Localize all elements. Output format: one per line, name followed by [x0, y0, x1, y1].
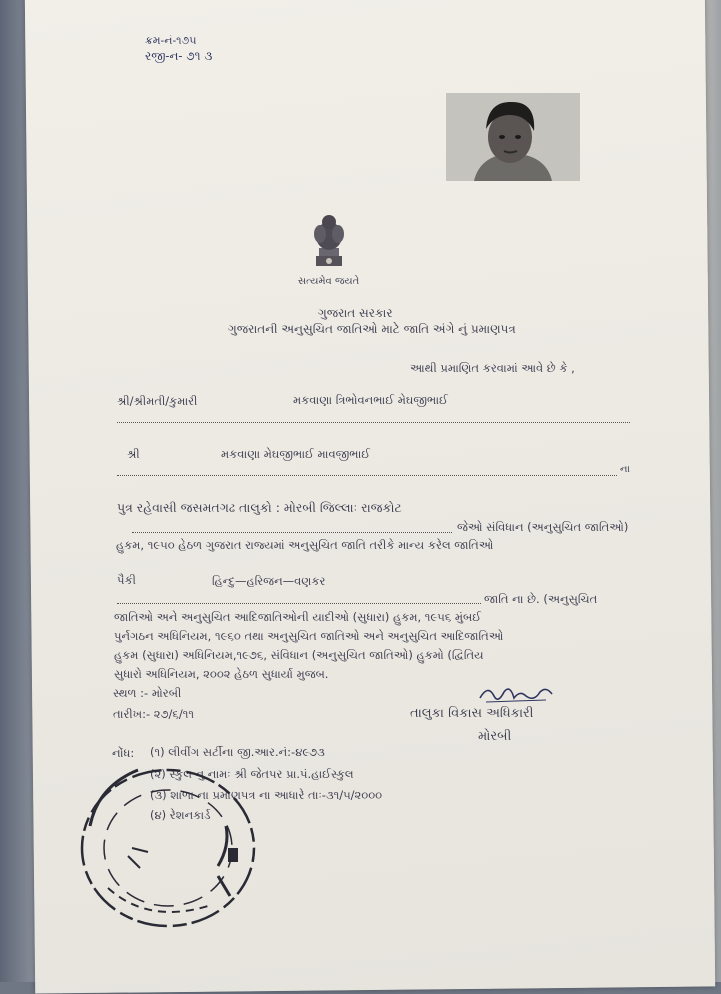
certify-statement: આથી પ્રમાણિત કરવામાં આવે છે કે ,: [410, 361, 575, 375]
official-round-stamp: [68, 756, 268, 940]
legal-text-line: સુધારો અધિનિયમ, ૨૦૦૨ હેઠળ સુધાર્યા મુજબ.: [114, 667, 329, 681]
national-emblem-icon: [308, 208, 350, 274]
caste-label: પૈકી: [117, 573, 136, 587]
notes-label: નોંધ:: [112, 746, 135, 760]
place-line: સ્થળ :- મોરબી: [113, 686, 182, 700]
residence-line: પુત્ર રહેવાસી જસમતગઢ તાલુકો : મોરબી જિલ્લાઃ રાજકોટ: [117, 500, 402, 515]
legal-text-line: પુર્નગઠન અધિનિયમ, ૧૯૬૦ તથા અનુસુચિત જાતિઓ અને અનુસુચિત આદિજાતિઓ: [114, 629, 504, 643]
holder-name: મકવાણા ત્રિભોવનભાઈ મેઘજીભાઈ: [293, 393, 448, 407]
date-line: તારીખ:- ૨૭/૬/૧૧: [113, 707, 195, 721]
residence-dotted-line: [132, 532, 452, 533]
order-text: હુકમ, ૧૯૫૦ હેઠળ ગુજરાત રાજ્યમાં અનુસુચિત જાતિ તરીકે માન્ય કરેલ જાતિઓ: [116, 538, 494, 552]
legal-text-line: જાતિઓ અને અનુસુચિત આદિજાતિઓની યાદીઓ (સુધારા) હુકમ, ૧૯૫૬ મુંબઈ: [114, 610, 482, 624]
officer-signature: [476, 680, 556, 708]
serial-number: ક્રમ-નં-૧૭૫: [145, 34, 197, 47]
caste-dotted-line: [117, 603, 481, 604]
certificate-title: ગુજરાતની અનુસુચિત જાતિઓ માટે જાતિ અંગે નું પ્રમાણપત્ર: [228, 322, 516, 336]
father-suffix: ના: [620, 464, 630, 475]
father-label: શ્રી: [127, 447, 140, 461]
caste-suffix: જાતિ ના છે. (અનુસુચિત: [484, 592, 598, 606]
father-name: મકવાણા મેઘજીભાઈ માવજીભાઈ: [221, 447, 371, 461]
note-item: (૪) રેશનકાર્ડ: [150, 808, 211, 822]
caste-value: હિન્દુ—હરિજન—વણકર: [212, 574, 326, 588]
name-label: શ્રી/શ્રીમતી/કુમારી: [117, 394, 198, 408]
name-dotted-line: [117, 422, 630, 423]
note-item: (૨) સ્કુલ નુ નામઃ શ્રી જેતપર પ્રા.પં.હાઈસ્કુલ: [150, 767, 354, 781]
legal-text-line: હુકમ (સુધારા) અધિનિયમ,૧૯૭૬, સંવિધાન (અનુસુચિત જાતિઓ) હુકમો (દ્વિતિય: [114, 648, 484, 662]
father-dotted-line: [117, 475, 617, 476]
government-title: ગુજરાત સરકાર: [318, 306, 393, 320]
applicant-photo: [446, 93, 580, 181]
note-item: (૩) શાળા ના પ્રમાણપત્ર ના આધારે તાઃ-૩૧/૫/૨૦૦૦: [150, 788, 383, 802]
emblem-motto: સત્યમેવ જયતે: [298, 276, 360, 287]
officer-place: મોરબી: [478, 729, 512, 744]
note-item: (૧) લીવીંગ સર્ટીના જી.આર.નં:-૪૯૭૩: [150, 745, 325, 759]
constitution-text: જેઓ સંવિધાન (અનુસુચિત જાતિઓ): [457, 520, 629, 534]
registration-number: રજી-ન- ૭૧ ૩: [145, 49, 213, 63]
officer-title: તાલુકા વિકાસ અધિકારી: [410, 706, 534, 721]
